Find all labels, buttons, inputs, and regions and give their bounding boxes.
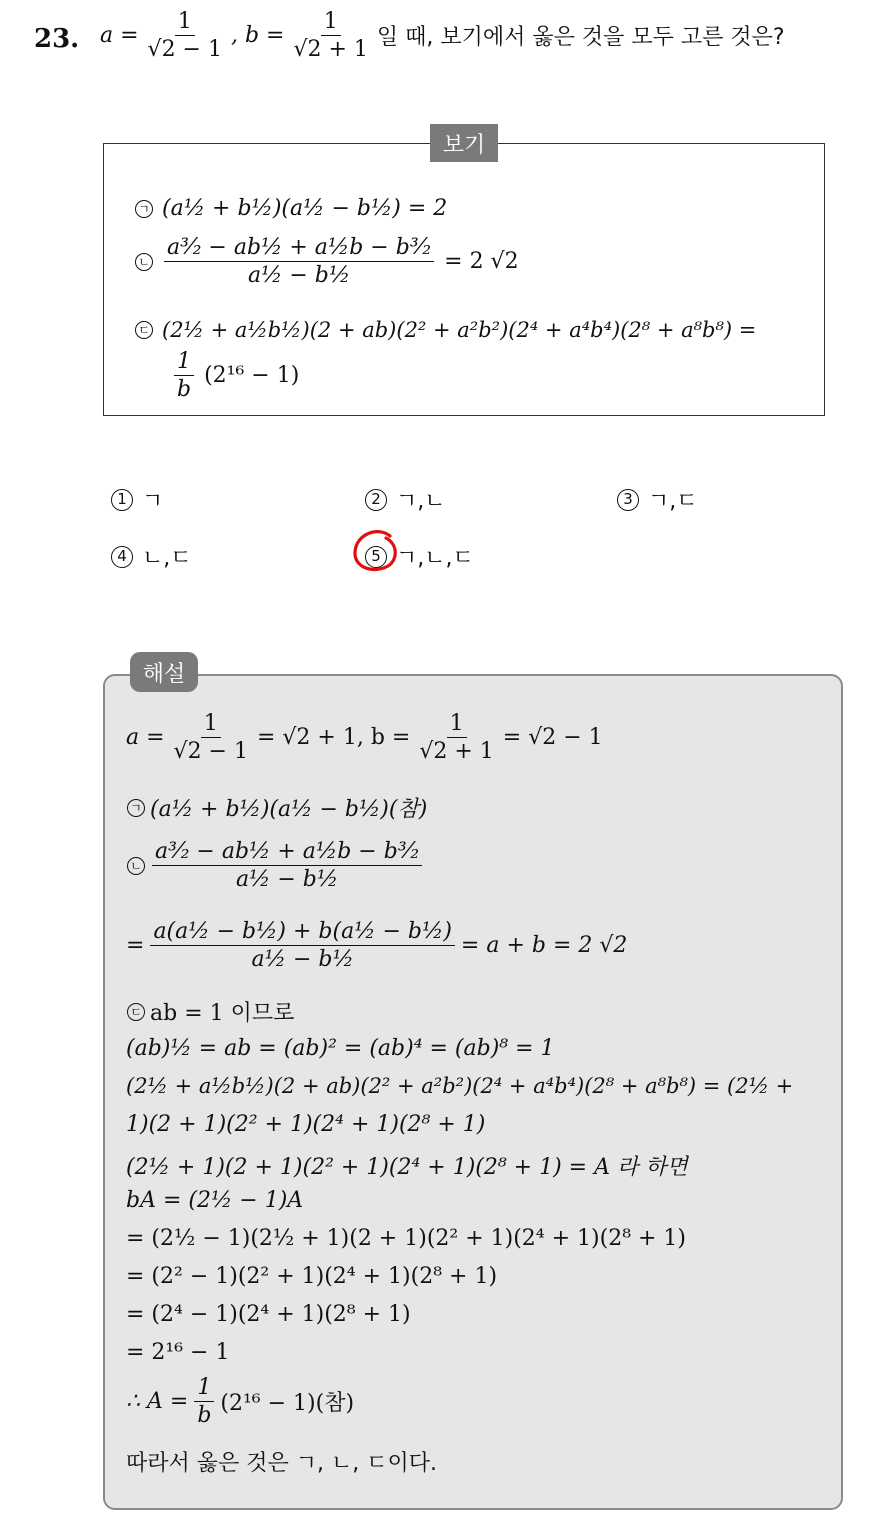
solution-line-10: bA = (2½ − 1)A bbox=[126, 1188, 304, 1213]
choice-2[interactable] bbox=[364, 484, 446, 515]
choice-1-answer: ㄱ bbox=[142, 489, 164, 514]
solution-line-1: a = $\frac{1}{√2 - 1}$ = √2 + 1, b = $\frac{1}{√2 + 1}$ = √2 − 1 bbox=[126, 711, 603, 765]
marker-digeut: ㄷ bbox=[135, 321, 153, 339]
choice-2-answer: ㄱ,ㄴ bbox=[396, 489, 446, 514]
choice-1[interactable] bbox=[110, 484, 163, 515]
bogi-item-3 bbox=[134, 318, 756, 342]
bogi-item-1 bbox=[134, 196, 447, 221]
question-text: 일 때, 보기에서 옳은 것을 모두 고른 것은? bbox=[376, 25, 785, 51]
solution-line-6: (ab)½ = ab = (ab)² = (ab)⁴ = (ab)⁸ = 1 bbox=[126, 1036, 555, 1061]
bogi-item-3-text: (2½ + a½b½)(2 + ab)(2² + a²b²)(2⁴ + a⁴b⁴)(2⁸ + a⁸b⁸) = bbox=[162, 318, 757, 342]
solution-line-15: ∴ A = $\frac{1}{b}$ (2¹⁶ − 1)(참) bbox=[126, 1375, 355, 1429]
bogi-item-2 bbox=[134, 236, 519, 287]
solution-conclusion: 따라서 옳은 것은 ㄱ, ㄴ, ㄷ이다. bbox=[126, 1451, 437, 1476]
choice-4[interactable] bbox=[110, 541, 192, 572]
choice-3-answer: ㄱ,ㄷ bbox=[648, 489, 698, 514]
solution-line-5: ㄷ ab = 1 이므로 bbox=[126, 996, 294, 1027]
b-definition: , b = bbox=[230, 23, 285, 49]
solution-line-13: = (2⁴ − 1)(2⁴ + 1)(2⁸ + 1) bbox=[126, 1302, 411, 1327]
marker-giyeok: ㄱ bbox=[135, 200, 153, 218]
a-fraction: $\frac{1}{√2 - 1}$ bbox=[147, 9, 222, 63]
solution-line-14: = 2¹⁶ − 1 bbox=[126, 1340, 230, 1365]
solution-line-2: ㄱ (a½ + b½)(a½ − b½)(참) bbox=[126, 792, 427, 823]
bogi-item-3-text2: (2¹⁶ − 1) bbox=[204, 363, 300, 389]
solution-line-12: = (2² − 1)(2² + 1)(2⁴ + 1)(2⁸ + 1) bbox=[126, 1264, 498, 1289]
bogi-item-3-cont bbox=[172, 350, 299, 401]
marker-nieun: ㄴ bbox=[135, 253, 153, 271]
choice-3-number: 3 bbox=[617, 489, 639, 511]
answer-mark-circle bbox=[350, 528, 402, 576]
bogi-item-2-fraction: $\frac{\text{a³⁄₂ − ab½ + a½b − b³⁄₂}}{\text{a½ − b½}}$ bbox=[164, 236, 434, 287]
solution-line-8: 1)(2 + 1)(2² + 1)(2⁴ + 1)(2⁸ + 1) bbox=[126, 1112, 486, 1137]
bogi-label: 보기 bbox=[430, 124, 498, 162]
a-definition: a = bbox=[100, 23, 139, 49]
choice-1-number: 1 bbox=[111, 489, 133, 511]
solution-line-3: ㄴ $\frac{\text{a³⁄₂ − ab½ + a½b − b³⁄₂}}{\text{a½ − b½}}$ bbox=[126, 840, 424, 891]
solution-label: 해설 bbox=[130, 652, 198, 692]
solution-line-11: = (2½ − 1)(2½ + 1)(2 + 1)(2² + 1)(2⁴ + 1)(2⁸ + 1) bbox=[126, 1226, 687, 1251]
choice-5-number: 5 bbox=[365, 546, 387, 568]
bogi-item-1-text: (a½ + b½)(a½ − b½) = 2 bbox=[162, 196, 448, 221]
choice-3[interactable] bbox=[616, 484, 698, 515]
choice-5-answer: ㄱ,ㄴ,ㄷ bbox=[396, 546, 474, 571]
solution-line-4: = $\frac{\text{a(a½ − b½) + b(a½ − b½)}}{\text{a½ − b½}}$ = a + b = 2 √2 bbox=[126, 919, 628, 973]
question-stem bbox=[100, 10, 785, 61]
bogi-item-2-rhs: = 2 √2 bbox=[444, 249, 519, 275]
solution-line-9: (2½ + 1)(2 + 1)(2² + 1)(2⁴ + 1)(2⁸ + 1) = A 라 하면 bbox=[126, 1155, 688, 1180]
b-fraction: $\frac{1}{√2 + 1}$ bbox=[293, 9, 368, 63]
solution-line-7: (2½ + a½b½)(2 + ab)(2² + a²b²)(2⁴ + a⁴b⁴)(2⁸ + a⁸b⁸) = (2½ + bbox=[126, 1074, 794, 1098]
choice-4-answer: ㄴ,ㄷ bbox=[142, 546, 192, 571]
question-number: 23. bbox=[34, 24, 80, 54]
choice-4-number: 4 bbox=[111, 546, 133, 568]
one-over-b: $\frac{1}{b}$ bbox=[174, 350, 194, 401]
choice-2-number: 2 bbox=[365, 489, 387, 511]
